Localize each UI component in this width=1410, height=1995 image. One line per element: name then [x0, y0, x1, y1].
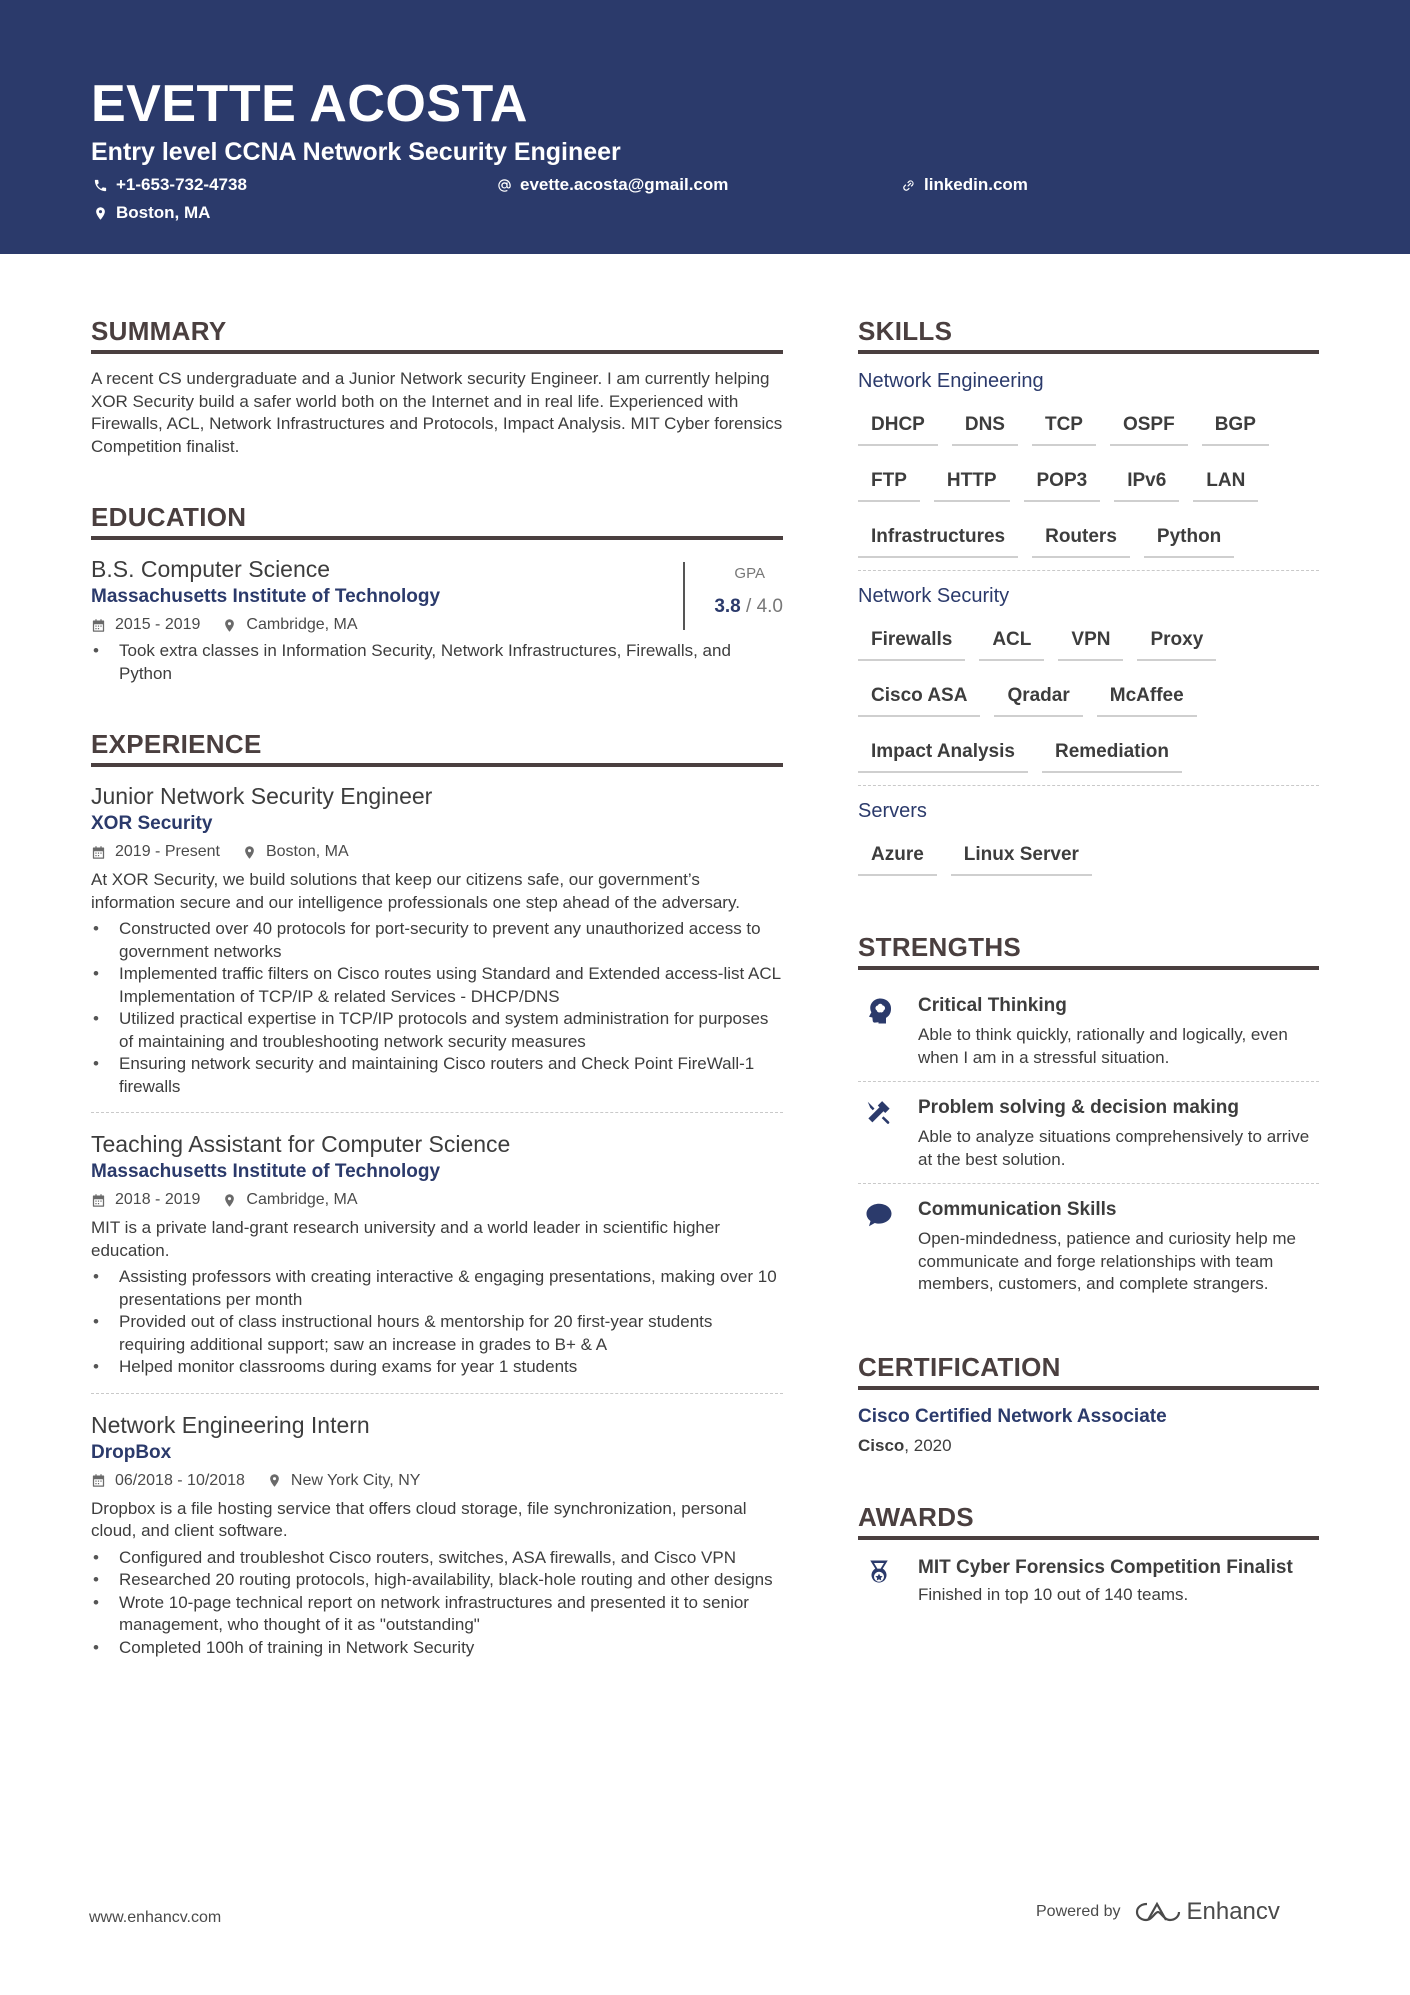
phone-icon [93, 178, 108, 193]
footer-website[interactable]: www.enhancv.com [89, 1909, 222, 1926]
location-pin-icon [222, 1193, 237, 1208]
job-role: Junior Network Security Engineer [91, 783, 433, 809]
job-meta [91, 841, 783, 863]
certification-section [858, 1350, 1319, 1458]
right-column [858, 314, 1319, 1660]
contact-linkedin[interactable] [901, 174, 1028, 196]
skill-tag: Qradar [994, 683, 1082, 717]
skills-heading: SKILLS [858, 314, 1319, 354]
strength-description: Able to analyze situations comprehensively to arrive at the best solution. [918, 1127, 1310, 1169]
skill-tag: ACL [979, 627, 1044, 661]
education-dates: 2015 - 2019 [91, 614, 200, 636]
calendar-icon [91, 618, 106, 633]
experience-heading: EXPERIENCE [91, 727, 783, 767]
job-dates: 2018 - 2019 [91, 1189, 200, 1211]
skill-group-network-engineering [858, 368, 1319, 570]
list-item: • Implemented traffic filters on Cisco routes using Standard and Extended access-list ACL Implementation of TCP/IP & related Services - DHCP/DNS [91, 963, 783, 1008]
skill-group-network-security [858, 570, 1319, 785]
skill-tag: Impact Analysis [858, 739, 1028, 773]
award-title: MIT Cyber Forensics Competition Finalist [918, 1556, 1293, 1578]
strength-entry [858, 1183, 1319, 1308]
contact-phone[interactable] [93, 174, 247, 196]
gpa-value: 3.8 / 4.0 [714, 596, 783, 617]
education-meta [91, 614, 783, 636]
degree: B.S. Computer Science [91, 556, 331, 582]
calendar-icon [91, 845, 106, 860]
enhancv-logo-icon [1135, 1900, 1181, 1924]
list-item: • Configured and troubleshot Cisco routers, switches, ASA firewalls, and Cisco VPN [91, 1547, 783, 1570]
skill-category: Network Engineering [858, 370, 1044, 392]
education-entry [91, 554, 783, 685]
summary-heading: SUMMARY [91, 314, 783, 354]
summary-section [91, 314, 783, 458]
job-bullets [91, 1266, 783, 1379]
experience-entry [91, 1393, 783, 1674]
tools-icon [864, 1098, 894, 1128]
experience-entry [91, 781, 783, 1112]
job-description: Dropbox is a file hosting service that offers cloud storage, file synchronization, personal cloud, and client software. [91, 1498, 747, 1540]
strength-title: Problem solving & decision making [918, 1097, 1239, 1118]
award-entry [858, 1554, 1319, 1619]
location-pin-icon [242, 845, 257, 860]
list-item: • Took extra classes in Information Security, Network Infrastructures, Firewalls, and Python [91, 640, 783, 685]
summary-text: A recent CS undergraduate and a Junior Network security Engineer. I am currently helping XOR Security build a safer world both on the Internet and in real life. Experienced with Firewalls, ACL, Network Infrastructures and Protocols, Impact Analysis. MIT Cyber forensics Competition finalist. [91, 369, 783, 456]
strength-description: Open-mindedness, patience and curiosity help me communicate and forge relationships with team members, customers, and complete strangers. [918, 1229, 1296, 1293]
job-bullets [91, 918, 783, 1098]
location-pin-icon [222, 618, 237, 633]
list-item: • Provided out of class instructional hours & mentorship for 20 first-year students requiring additional support; saw an increase in grades to B+ & A [91, 1311, 783, 1356]
skill-tag: McAffee [1097, 683, 1197, 717]
skill-tag: Linux Server [951, 842, 1092, 876]
email-text: evette.acosta@gmail.com [520, 175, 729, 194]
skill-tag: OSPF [1110, 412, 1188, 446]
job-location: Cambridge, MA [222, 1189, 357, 1211]
strength-description: Able to think quickly, rationally and logically, even when I am in a stressful situation. [918, 1025, 1288, 1067]
skill-tag: TCP [1032, 412, 1096, 446]
award-description: Finished in top 10 out of 140 teams. [918, 1584, 1189, 1604]
skill-tags [858, 842, 1319, 876]
job-meta [91, 1189, 783, 1211]
strength-entry [858, 1081, 1319, 1183]
head-icon [864, 996, 894, 1026]
calendar-icon [91, 1473, 106, 1488]
enhancv-brand: Enhancv [1186, 1898, 1280, 1925]
phone-text: +1-653-732-4738 [116, 175, 247, 194]
skill-tag: Proxy [1137, 627, 1216, 661]
experience-entry [91, 1112, 783, 1393]
skill-tag: Python [1144, 524, 1234, 558]
company-name: XOR Security [91, 813, 213, 834]
experience-section [91, 727, 783, 1673]
education-location: Cambridge, MA [222, 614, 357, 636]
job-dates: 06/2018 - 10/2018 [91, 1470, 245, 1492]
skill-tag: VPN [1058, 627, 1123, 661]
skill-tag: POP3 [1024, 468, 1101, 502]
strengths-heading: STRENGTHS [858, 930, 1319, 970]
skill-tag: HTTP [934, 468, 1010, 502]
certification-heading: CERTIFICATION [858, 1350, 1319, 1390]
list-item: • Researched 20 routing protocols, high-availability, black-hole routing and other designs [91, 1569, 783, 1592]
list-item: • Constructed over 40 protocols for port-security to prevent any unauthorized access to government networks [91, 918, 783, 963]
list-item: • Assisting professors with creating interactive & engaging presentations, making over 10 presentations per month [91, 1266, 783, 1311]
skill-category: Servers [858, 800, 927, 822]
gpa-box [683, 562, 783, 630]
company-name: DropBox [91, 1441, 172, 1463]
at-icon [497, 178, 512, 193]
enhancv-logo[interactable] [1135, 1898, 1280, 1926]
company-name: Massachusetts Institute of Technology [91, 1161, 441, 1182]
list-item: • Utilized practical expertise in TCP/IP protocols and system administration for purposes of maintaining and troubleshooting network security measures [91, 1008, 783, 1053]
skill-tag: Firewalls [858, 627, 965, 661]
link-icon [901, 178, 916, 193]
skills-section [858, 314, 1319, 888]
job-dates: 2019 - Present [91, 841, 220, 863]
candidate-name: EVETTE ACOSTA [91, 75, 528, 133]
skill-tag: FTP [858, 468, 920, 502]
footer-branding [1036, 1898, 1280, 1926]
certification-issuer: Cisco, 2020 [858, 1435, 952, 1455]
medal-icon [864, 1558, 894, 1588]
strength-title: Communication Skills [918, 1199, 1117, 1220]
job-meta [91, 1470, 783, 1492]
skill-tag: DNS [952, 412, 1018, 446]
contact-email[interactable] [497, 174, 728, 196]
awards-heading: AWARDS [858, 1500, 1319, 1540]
location-text: Boston, MA [116, 203, 211, 222]
job-location: Boston, MA [242, 841, 349, 863]
education-heading: EDUCATION [91, 500, 783, 540]
strengths-section [858, 930, 1319, 1308]
awards-section [858, 1500, 1319, 1619]
location-pin-icon [267, 1473, 282, 1488]
skill-tag: Infrastructures [858, 524, 1018, 558]
contact-location [93, 202, 210, 224]
left-column [91, 314, 783, 1715]
skill-tags [858, 627, 1319, 773]
skill-tag: DHCP [858, 412, 938, 446]
skill-category: Network Security [858, 585, 1010, 607]
skill-tag: Routers [1032, 524, 1130, 558]
school-name: Massachusetts Institute of Technology [91, 586, 441, 607]
location-pin-icon [93, 206, 108, 221]
strength-entry [858, 984, 1319, 1081]
candidate-title: Entry level CCNA Network Security Engineer [91, 138, 621, 166]
linkedin-text: linkedin.com [924, 175, 1028, 194]
skill-tag: IPv6 [1114, 468, 1179, 502]
resume-header [0, 0, 1410, 254]
skill-tag: BGP [1202, 412, 1269, 446]
list-item: • Ensuring network security and maintaining Cisco routers and Check Point FireWall-1 firewalls [91, 1053, 783, 1098]
education-bullets [91, 640, 783, 685]
skill-tags [858, 412, 1319, 558]
skill-tag: LAN [1193, 468, 1258, 502]
job-role: Network Engineering Intern [91, 1411, 370, 1438]
list-item: • Wrote 10-page technical report on network infrastructures and presented it to senior management, who thought of it as "outstanding" [91, 1592, 783, 1637]
skill-group-servers [858, 785, 1319, 888]
education-section [91, 500, 783, 685]
certification-name: Cisco Certified Network Associate [858, 1405, 1167, 1427]
job-role: Teaching Assistant for Computer Science [91, 1131, 511, 1157]
powered-by-label: Powered by [1036, 1903, 1121, 1920]
calendar-icon [91, 1193, 106, 1208]
job-location: New York City, NY [267, 1470, 421, 1492]
speech-bubble-icon [864, 1200, 894, 1230]
list-item: • Completed 100h of training in Network Security [91, 1637, 783, 1660]
list-item: • Helped monitor classrooms during exams for year 1 students [91, 1356, 783, 1379]
skill-tag: Remediation [1042, 739, 1182, 773]
job-description: MIT is a private land-grant research university and a world leader in scientific higher education. [91, 1218, 720, 1260]
skill-tag: Azure [858, 842, 937, 876]
skill-tag: Cisco ASA [858, 683, 980, 717]
job-bullets [91, 1547, 783, 1660]
gpa-label: GPA [734, 565, 765, 582]
strength-title: Critical Thinking [918, 995, 1067, 1016]
job-description: At XOR Security, we build solutions that keep our citizens safe, our government’s information secure and our intelligence professionals one step ahead of the adversary. [91, 870, 740, 912]
